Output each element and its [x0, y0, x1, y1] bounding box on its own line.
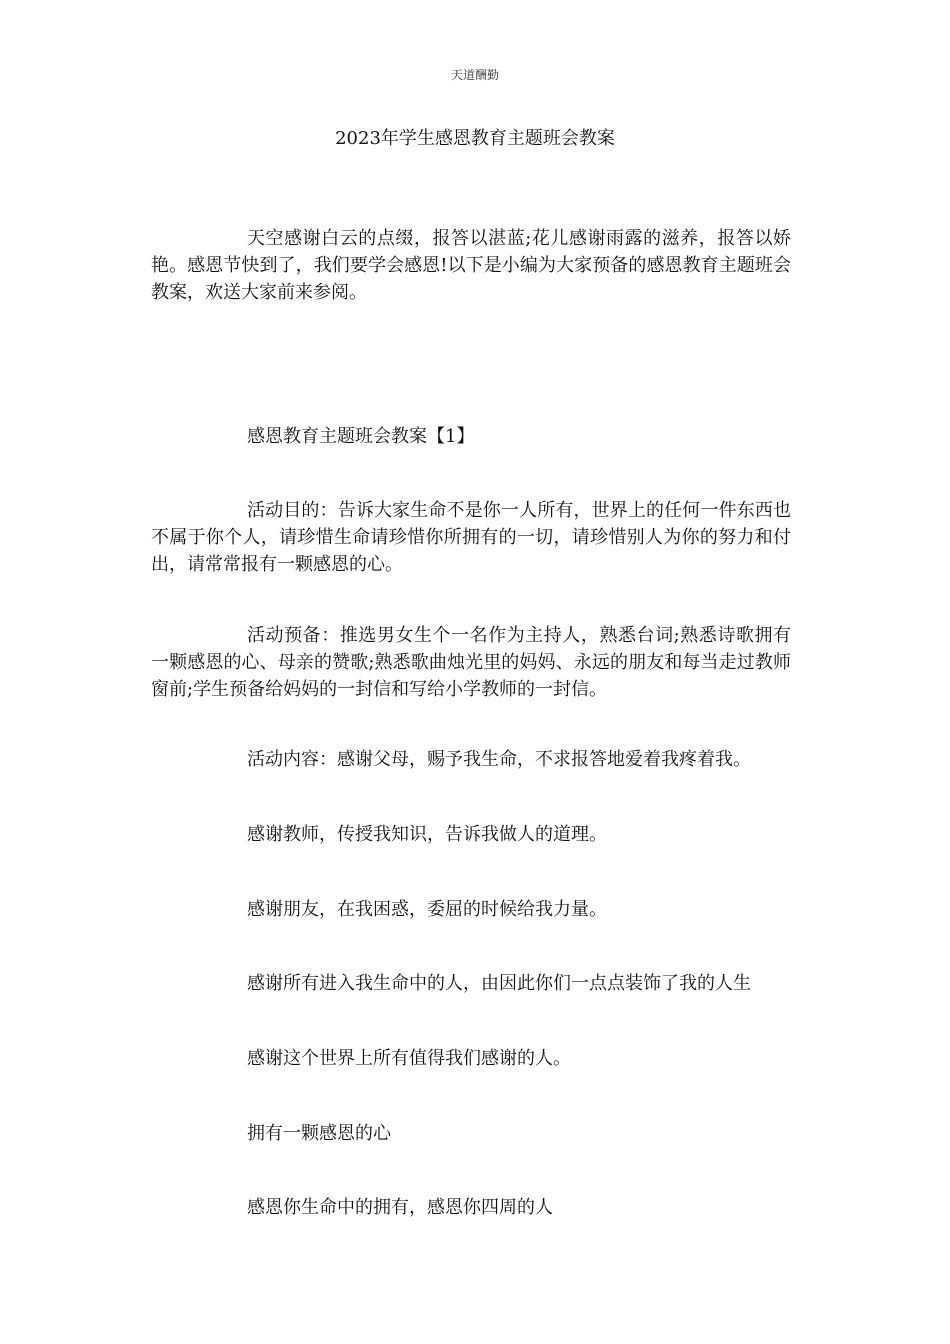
- thanks-line: 感恩你生命中的拥有，感恩你四周的人: [247, 1197, 553, 1218]
- thanks-line: 感谢教师，传授我知识，告诉我做人的道理。: [247, 824, 607, 845]
- activity-content-line: 活动内容：感谢父母，赐予我生命，不求报答地爱着我疼着我。: [247, 749, 751, 770]
- thanks-line: 感谢所有进入我生命中的人，由因此你们一点点装饰了我的人生: [247, 973, 751, 994]
- thanks-line: 感谢这个世界上所有值得我们感谢的人。: [247, 1048, 571, 1069]
- thanks-line: 感谢朋友，在我困惑，委屈的时候给我力量。: [247, 899, 607, 920]
- thanks-line: 拥有一颗感恩的心: [247, 1123, 391, 1144]
- section-heading: 感恩教育主题班会教案【1】: [247, 426, 475, 447]
- activity-goal-paragraph: 活动目的：告诉大家生命不是你一人所有，世界上的任何一件东西也不属于你个人，请珍惜生命请珍惜你所拥有的一切，请珍惜别人为你的努力和付出，请常常报有一颗感恩的心。: [151, 500, 791, 575]
- intro-paragraph: 天空感谢白云的点缀，报答以湛蓝;花儿感谢雨露的滋养，报答以娇艳。感恩节快到了，我们要学会感恩!以下是小编为大家预备的感恩教育主题班会教案，欢送大家前来参阅。: [151, 228, 791, 303]
- page-header: 天道酬勤: [450, 68, 499, 82]
- document-title: 2023年学生感恩教育主题班会教案: [335, 128, 615, 149]
- activity-prep-paragraph: 活动预备：推选男女生个一名作为主持人，熟悉台词;熟悉诗歌拥有一颗感恩的心、母亲的赞歌;熟悉歌曲烛光里的妈妈、永远的朋友和每当走过教师窗前;学生预备给妈妈的一封信和写给小学教师的一封信。: [151, 625, 791, 700]
